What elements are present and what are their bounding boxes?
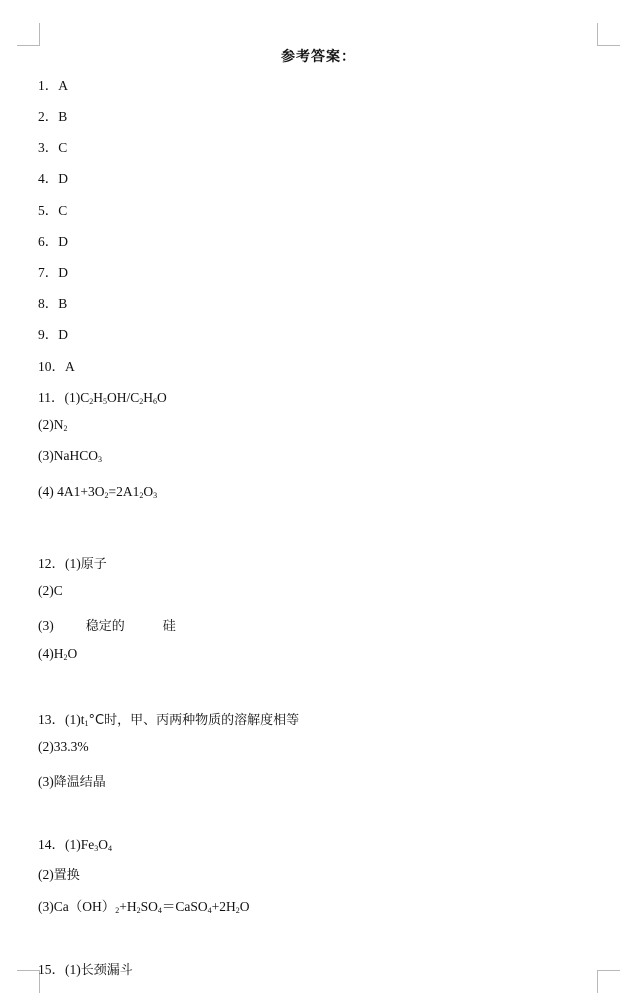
answer-line-9 [38, 323, 68, 343]
subscript: 3 [153, 491, 158, 500]
formula-text: O [239, 899, 250, 914]
part-label: (4) [38, 484, 54, 499]
part-label: (3) [38, 618, 54, 633]
formula-text: NaHCO [53, 448, 98, 463]
crop-mark-bottom-left [17, 970, 40, 993]
formula-text: O [143, 484, 154, 499]
answer-value: B [58, 109, 68, 124]
subscript: 2 [104, 491, 109, 500]
part-label: (1) [64, 390, 81, 405]
answer-value: A [58, 78, 68, 93]
formula-text: 4A1+3O [57, 484, 105, 499]
page-title: 参考答案： [281, 49, 356, 65]
formula-text: +H [119, 899, 137, 914]
q11-part2 [38, 417, 68, 433]
answer-text: 长颈漏斗 [80, 963, 133, 978]
question-number: 4． [38, 171, 59, 186]
subscript: 2 [136, 906, 141, 915]
formula-text: H [53, 646, 64, 661]
formula-text: Ca（OH） [53, 899, 116, 914]
question-number: 11． [38, 390, 65, 405]
answer-line-3 [38, 136, 67, 156]
answer-value: D [58, 327, 68, 342]
part-label: (4) [38, 646, 54, 661]
part-label: (1) [65, 712, 81, 727]
question-number: 13． [38, 712, 65, 727]
subscript: 2 [139, 397, 144, 406]
crop-mark-bottom-right [597, 970, 620, 993]
q12-part1 [38, 552, 107, 572]
part-label: (3) [38, 448, 54, 463]
q13-part2 [38, 739, 89, 755]
answer-value: C [58, 140, 68, 155]
formula-text: OH/C [107, 390, 140, 405]
part-label: (2) [38, 867, 54, 882]
answer-text: 稳定的 [85, 619, 125, 634]
q14-part1 [38, 833, 112, 853]
answer-text: °C时，甲、丙两种物质的溶解度相等 [88, 713, 300, 728]
formula-text: ＝CaSO [161, 899, 208, 914]
q11-part4 [38, 484, 157, 500]
part-label: (2) [38, 417, 54, 432]
q11-part1 [38, 386, 167, 406]
formula-text: N [53, 417, 64, 432]
answer-line-2 [38, 105, 67, 125]
q13-part1 [38, 708, 299, 728]
subscript: 4 [207, 906, 212, 915]
question-number: 15． [38, 962, 65, 977]
formula-text: =2A1 [108, 484, 140, 499]
answer-line-5 [38, 199, 67, 219]
answer-line-7 [38, 261, 68, 281]
formula-text: H [93, 390, 104, 405]
q12-part2 [38, 583, 63, 599]
answer-line-10 [38, 355, 75, 375]
answer-text: 33.3% [53, 739, 89, 754]
part-label: (1) [65, 962, 81, 977]
subscript: 6 [153, 397, 158, 406]
subscript: 2 [63, 653, 68, 662]
part-label: (1) [65, 556, 81, 571]
subscript: 4 [157, 906, 162, 915]
answer-text: 原子 [80, 557, 107, 572]
q12-part3 [38, 615, 176, 634]
part-label: (2) [38, 739, 54, 754]
q15-part1 [38, 958, 133, 978]
question-number: 2． [38, 109, 59, 124]
q14-part3 [38, 895, 250, 915]
crop-mark-top-left [17, 23, 40, 46]
subscript: 1 [84, 719, 89, 728]
question-number: 8． [38, 296, 59, 311]
answer-value: D [58, 265, 68, 280]
answer-text: C [53, 583, 63, 598]
question-number: 10． [38, 359, 65, 374]
subscript: 3 [94, 844, 99, 853]
question-number: 12． [38, 556, 65, 571]
answer-value: D [58, 171, 68, 186]
part-label: (3) [38, 774, 54, 789]
subscript: 4 [108, 844, 112, 853]
answer-text: 硅 [162, 619, 176, 634]
question-number: 7． [38, 265, 59, 280]
formula-text: SO [140, 899, 158, 914]
formula-text: O [67, 646, 78, 661]
question-number: 5． [38, 203, 59, 218]
subscript: 5 [103, 397, 108, 406]
part-label: (1) [65, 837, 81, 852]
answer-line-4 [38, 167, 68, 187]
subscript: 3 [98, 455, 102, 464]
subscript: 2 [89, 397, 94, 406]
answer-line-8 [38, 292, 67, 312]
formula-text: O [157, 390, 167, 405]
part-label: (3) [38, 899, 54, 914]
question-number: 3． [38, 140, 59, 155]
subscript: 2 [235, 906, 240, 915]
question-number: 1． [38, 78, 59, 93]
answer-text: 降温结晶 [53, 775, 106, 790]
question-number: 14． [38, 837, 65, 852]
answer-line-6 [38, 230, 68, 250]
formula-text: +2H [211, 899, 236, 914]
subscript: 2 [63, 424, 68, 433]
answer-value: B [58, 296, 68, 311]
answer-value: A [65, 359, 75, 374]
subscript: 2 [115, 906, 120, 915]
question-number: 9． [38, 327, 59, 342]
formula-text: H [143, 390, 154, 405]
formula-text: O [98, 837, 108, 852]
crop-mark-top-right [597, 23, 620, 46]
formula-text: t [80, 712, 85, 727]
formula-text: Fe [80, 837, 95, 852]
answer-line-1 [38, 74, 68, 94]
subscript: 2 [139, 491, 144, 500]
answer-value: D [58, 234, 68, 249]
q12-part4 [38, 646, 77, 662]
q11-part3 [38, 448, 102, 464]
q14-part2 [38, 864, 80, 883]
part-label: (2) [38, 583, 54, 598]
question-number: 6． [38, 234, 59, 249]
q13-part3 [38, 771, 106, 790]
formula-text: C [80, 390, 90, 405]
answer-text: 置换 [53, 868, 80, 883]
answer-value: C [58, 203, 68, 218]
